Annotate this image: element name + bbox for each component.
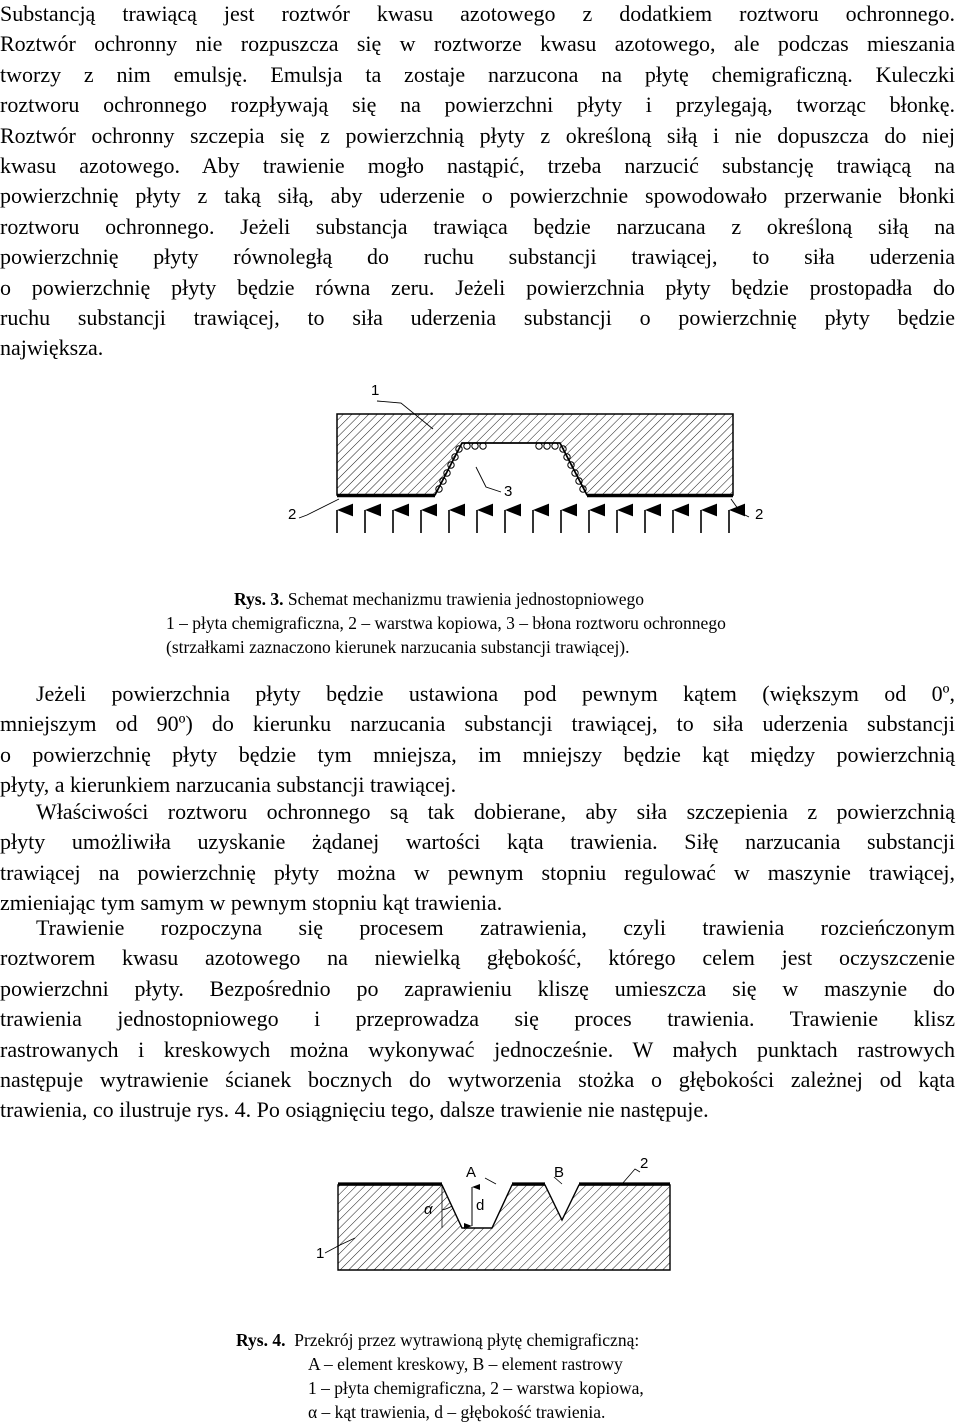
- etched-plate-cross-section: [338, 1185, 670, 1270]
- text-line: największa.: [0, 335, 104, 361]
- caption-line: 1 – płyta chemigraficzna, 2 – warstwa kopiowa, 3 – błona roztworu ochronnego: [166, 613, 726, 633]
- label-depth: d: [476, 1197, 485, 1214]
- text-line: powierzchnię płyty z taką siłą, aby uderzenie o powierzchnie spowodowało przerwanie błonki: [0, 183, 955, 209]
- text-line: o powierzchnię płyty będzie równa zeru. Jeżeli powierzchnia płyty będzie prostopadła do: [0, 274, 955, 300]
- text-line: zmieniając tym samym w pewnym stopniu kąt trawienia.: [0, 890, 503, 916]
- text-line: kwasu azotowego. Aby trawienie mogło nastąpić, trzeba narzucić substancję trawiącą na: [0, 153, 955, 179]
- text-line: trawienia jednostopniowego i przeprowadza się proces trawienia. Trawienie klisz: [0, 1006, 955, 1032]
- text-line: ruchu substancji trawiącej, to siła uderzenia substancji o powierzchnię płyty będzie: [0, 305, 955, 331]
- caption-line: 1 – płyta chemigraficzna, 2 – warstwa kopiowa,: [308, 1378, 644, 1398]
- caption-title: Przekrój przez wytrawioną płytę chemigraficzną:: [294, 1330, 640, 1350]
- label-B: B: [554, 1164, 565, 1181]
- paragraph-3: [0, 797, 955, 919]
- paragraph-4: [0, 913, 955, 1126]
- label-plate: 1: [316, 1245, 325, 1262]
- caption-line: α – kąt trawienia, d – głębokość trawienia.: [308, 1402, 606, 1422]
- text-line: powierzchni płyty. Bezpośrednio po zaprawieniu kliszę umieszcza się w maszynie do: [0, 975, 955, 1001]
- text-line: rastrowanych i kreskowych można wykonywać jednocześnie. W małych punktach rastrowych: [0, 1036, 955, 1062]
- text-line: roztworu ochronnego. Jeżeli substancja trawiąca będzie narzucana z określoną siłą na: [0, 213, 955, 239]
- text-line: Roztwór ochronny nie rozpuszcza się w roztworze kwasu azotowego, ale podczas mieszania: [0, 31, 955, 57]
- text-line: powierzchnię płyty równoległą do ruchu substancji trawiącej, to siła uderzenia: [0, 244, 955, 270]
- caption-number: Rys. 3.: [234, 589, 284, 609]
- text-line: o powierzchnię płyty będzie tym mniejsza, im mniejszy będzie kąt między powierzchnią: [0, 741, 955, 767]
- text-line: mniejszym od 90º) do kierunku narzucania substancji trawiącej, to siła uderzenia substancji: [0, 711, 955, 737]
- label-plate: 1: [371, 382, 380, 399]
- text-line: Trawienie rozpoczyna się procesem zatrawienia, czyli trawienia rozcieńczonym: [36, 915, 955, 940]
- figure-4-diagram: [300, 1140, 700, 1280]
- caption-line: A – element kreskowy, B – element rastrowy: [308, 1354, 623, 1374]
- text-line: płyty, a kierunkiem narzucania substancji trawiącej.: [0, 772, 457, 798]
- label-copy-left: 2: [288, 506, 297, 523]
- text-line: trawiącej na powierzchnię płyty można w pewnym stopniu regulować w maszynie trawiącej,: [0, 859, 955, 885]
- text-line: Jeżeli powierzchnia płyty będzie ustawiona pod pewnym kątem (większym od 0º,: [36, 681, 955, 706]
- text-line: tworzy z nim emulsję. Emulsja ta zostaje narzucona na płytę chemigraficzną. Kuleczki: [0, 61, 955, 87]
- text-line: roztworu ochronnego rozpływają się na powierzchni płyty i przylegają, tworząc błonkę.: [0, 92, 955, 118]
- paragraph-2: [0, 679, 955, 801]
- text-line: płyty umożliwiła uzyskanie żądanej wartości kąta trawienia. Siłę narzucania substancji: [0, 829, 955, 855]
- label-A: A: [466, 1164, 477, 1181]
- text-line: trawienia, co ilustruje rys. 4. Po osiągnięciu tego, dalsze trawienie nie następuje.: [0, 1097, 709, 1123]
- caption-line: (strzałkami zaznaczono kierunek narzucania substancji trawiącej).: [166, 637, 630, 657]
- text-line: następuje wytrawienie ścianek bocznych do wytworzenia stożka o głębokości zależnej od kąta: [0, 1067, 955, 1093]
- plate-cross-section: [337, 414, 733, 495]
- label-copy-right: 2: [755, 506, 764, 523]
- figure-3-caption: [166, 587, 726, 659]
- label-angle: α: [424, 1201, 433, 1218]
- label-film: 3: [504, 483, 513, 500]
- figure-4-caption: [236, 1328, 644, 1424]
- text-line: Substancją trawiącą jest roztwór kwasu azotowego z dodatkiem roztworu ochronnego.: [0, 1, 955, 26]
- label-copy-layer: 2: [640, 1155, 649, 1172]
- text-line: Roztwór ochronny szczepia się z powierzchnią płyty z określoną siłą i nie dopuszcza do niej: [0, 122, 955, 148]
- text-line: Właściwości roztworu ochronnego są tak dobierane, aby siła szczepienia z powierzchnią: [36, 799, 955, 824]
- figure-3-diagram: [255, 375, 775, 550]
- etchant-arrows: [337, 510, 729, 533]
- caption-title: Schemat mechanizmu trawienia jednostopniowego: [287, 589, 645, 609]
- caption-number: Rys. 4.: [236, 1330, 286, 1350]
- text-line: roztworem kwasu azotowego na niewielką głębokość, którego celem jest oczyszczenie: [0, 945, 955, 971]
- paragraph-1: [0, 0, 955, 364]
